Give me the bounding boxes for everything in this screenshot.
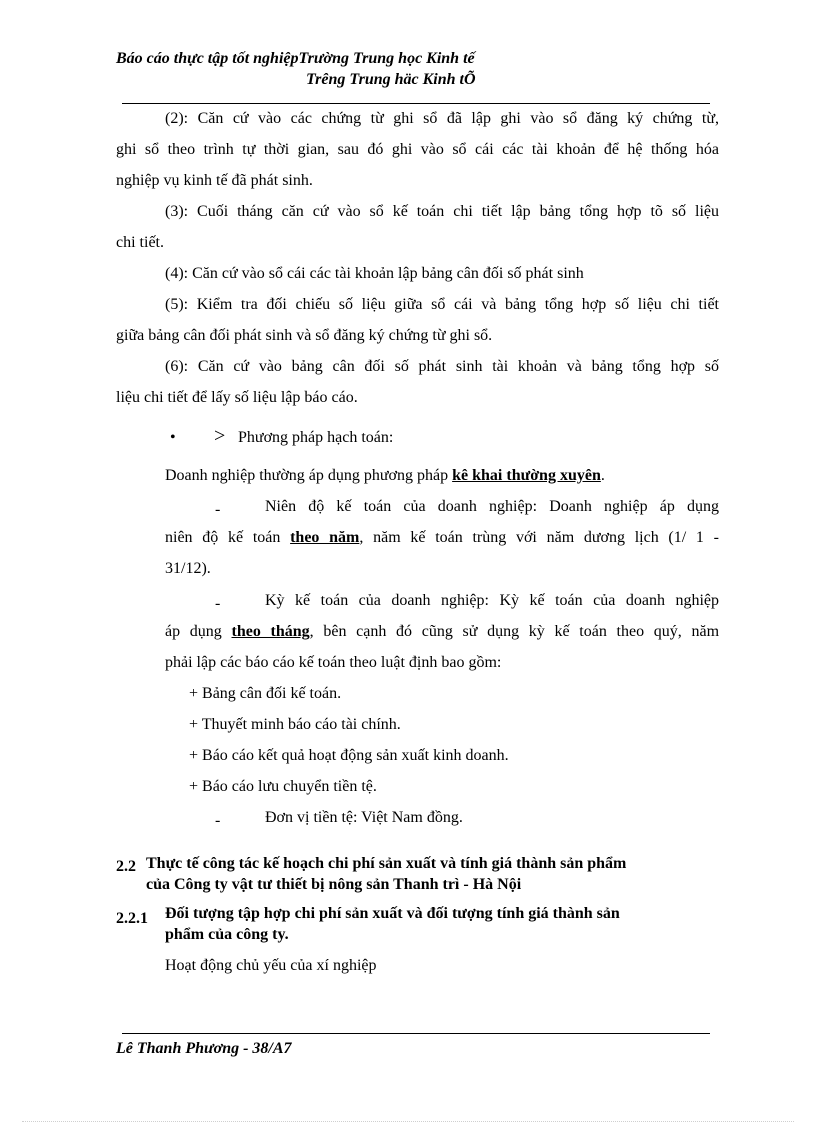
period-line-1: Kỳ kế toán của doanh nghiệp: Kỳ kế toán của doanh nghiệp (265, 592, 719, 609)
paragraph-3-line-1: (3): Cuối tháng căn cứ vào sổ kế toán chi tiết lập bảng tổng hợp tõ số liệu (165, 203, 719, 220)
paragraph-6-line-2: liệu chi tiết để lấy số liệu lập báo cáo. (116, 389, 358, 406)
paragraph-5-line-1: (5): Kiểm tra đối chiếu số liệu giữa sổ cái và bảng tổng hợp số liệu chi tiết (165, 296, 719, 313)
method-emphasis: kê khai thường xuyên (452, 467, 601, 484)
paragraph-5-line-2: giữa bảng cân đối phát sinh và sổ đăng ký chứng từ ghi sổ. (116, 327, 493, 344)
section-2-2-1-number: 2.2.1 (116, 910, 148, 927)
report-item: + Thuyết minh báo cáo tài chính. (189, 716, 401, 733)
bullet-icon: • (170, 429, 176, 446)
dash-icon: - (215, 501, 221, 518)
report-item: + Bảng cân đối kế toán. (189, 685, 342, 702)
method-heading: Phương pháp hạch toán: (238, 429, 394, 446)
section-2-2-title-line-2: của Công ty vật tư thiết bị nông sản Thanh trì - Hà Nội (146, 876, 522, 893)
report-item: + Báo cáo lưu chuyển tiền tệ. (189, 778, 377, 795)
paragraph-4-line-1: (4): Căn cứ vào sổ cái các tài khoản lập bảng cân đối số phát sinh (165, 265, 584, 282)
arrow-icon: > (214, 425, 226, 447)
fiscal-year-emphasis: theo năm (290, 529, 360, 546)
paragraph-2-line-1: (2): Căn cứ vào các chứng từ ghi sổ đã lập ghi vào sổ đăng ký chứng từ, (165, 110, 719, 127)
section-2-2-number: 2.2 (116, 858, 136, 875)
fiscal-year-line-2 (165, 529, 719, 547)
section-2-2-1-title-line-2: phẩm của công ty. (165, 926, 289, 943)
section-2-2-title-line-1: Thực tế công tác kế hoạch chi phí sản xuất và tính giá thành sản phẩm (146, 855, 627, 872)
footer-rule (122, 1033, 710, 1034)
paragraph-2-line-3: nghiệp vụ kinh tế đã phát sinh. (116, 172, 313, 189)
dash-icon: - (215, 595, 221, 612)
paragraph-2-line-2: ghi sổ theo trình tự thời gian, sau đó ghi vào sổ cái các tài khoản để hệ thống hóa (116, 141, 719, 158)
footer-author: Lê Thanh Phương - 38/A7 (116, 1040, 292, 1057)
closing-line: Hoạt động chủ yếu của xí nghiệp (165, 957, 377, 974)
method-period: . (600, 467, 605, 484)
fiscal-year-text: niên độ kế toán (165, 529, 291, 546)
header-line-2: Trêng Trung häc Kinh tÕ (306, 71, 476, 88)
currency-line: Đơn vị tiền tệ: Việt Nam đồng. (265, 809, 463, 826)
period-line-3: phải lập các báo cáo kế toán theo luật định bao gồm: (165, 654, 502, 671)
header-line-1: Báo cáo thực tập tốt nghiệpTrường Trung học Kinh tế (116, 50, 475, 67)
page-bottom-border (22, 1121, 794, 1122)
paragraph-3-line-2: chi tiết. (116, 234, 164, 251)
period-emphasis: theo tháng (231, 623, 310, 640)
section-2-2-1-title-line-1: Đối tượng tập hợp chi phí sản xuất và đối tượng tính giá thành sản (165, 905, 620, 922)
period-line-2 (165, 623, 719, 641)
paragraph-6-line-1: (6): Căn cứ vào bảng cân đối số phát sinh tài khoản và bảng tổng hợp số (165, 358, 719, 375)
fiscal-year-rest: , năm kế toán trùng với năm dương lịch (1/ 1 - (359, 529, 719, 546)
period-rest: , bên cạnh đó cũng sử dụng kỳ kế toán theo quý, năm (309, 623, 720, 640)
report-item: + Báo cáo kết quả hoạt động sản xuất kinh doanh. (189, 747, 509, 764)
method-text: Doanh nghiệp thường áp dụng phương pháp (165, 467, 453, 484)
fiscal-year-line-1: Niên độ kế toán của doanh nghiệp: Doanh nghiệp áp dụng (265, 498, 719, 515)
period-text: áp dụng (165, 623, 232, 640)
dash-icon: - (215, 812, 221, 829)
fiscal-year-line-3: 31/12). (165, 560, 211, 577)
method-line (165, 467, 605, 485)
header-rule (122, 103, 710, 104)
